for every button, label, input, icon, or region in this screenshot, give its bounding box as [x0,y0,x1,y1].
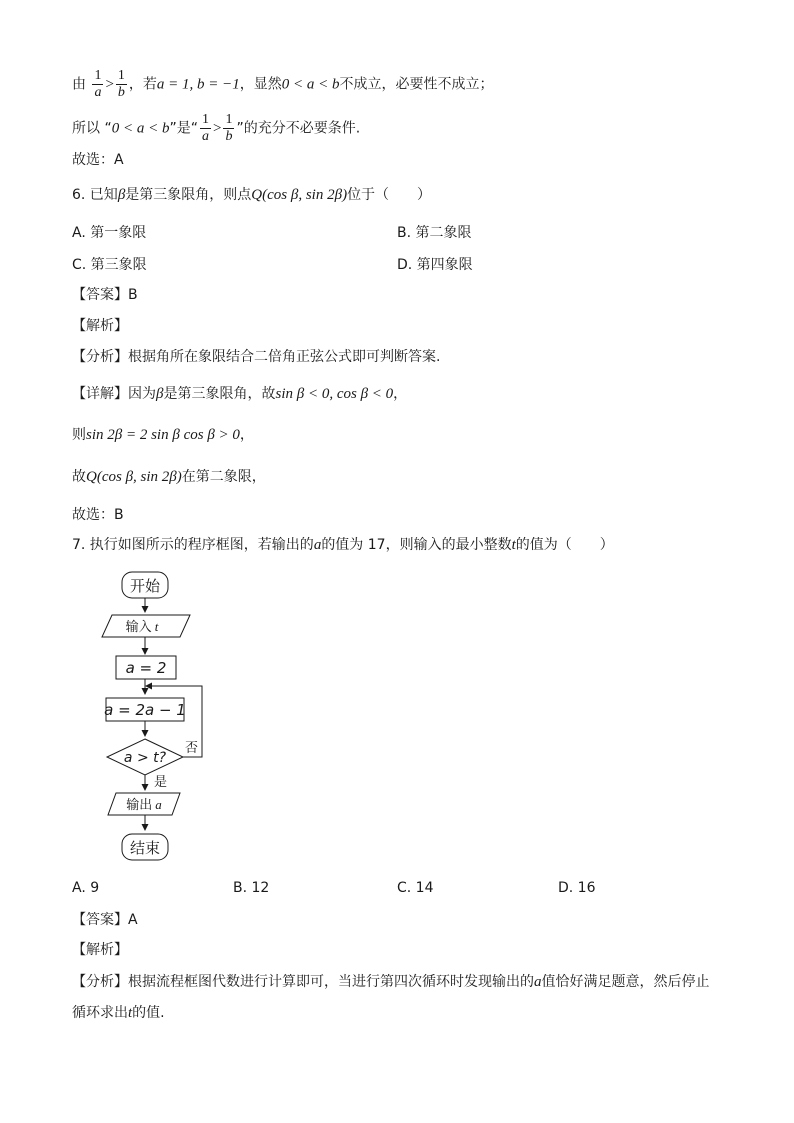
option-c: C. 第三象限 [72,257,147,273]
condition-label: a > t? [123,750,167,766]
end-label: 结束 [129,839,161,857]
init-label: a = 2 [125,659,167,677]
analysis-summary-line-1: 【分析】根据流程框图代数进行计算即可，当进行第四次循环时发现输出的a值恰好满足题意，然后停止 [72,974,710,990]
solution-line-2: 所以 “0 < a < b”是“ $\frac{1}{a}$ > $\frac{1}{b}$ ”的充分不必要条件. [72,112,361,144]
choose-answer-6: 故选：B [72,507,124,523]
question-7-stem: 7. 执行如图所示的程序框图，若输出的a的值为 17，则输入的最小整数t的值为（ ） [72,537,614,553]
detail-line-2: 则sin 2β = 2 sin β cos β > 0， [72,427,254,443]
option-d: D. 第四象限 [397,257,473,273]
input-label: 输入 t [125,619,159,635]
option-c: C. 14 [397,880,434,896]
fraction-1-over-a: $\frac{1}{a}$ [201,112,209,144]
detail-line-3: 故Q(cos β, sin 2β)在第二象限， [72,469,266,485]
solution-line-1: 由 $\frac{1}{a}$ > $\frac{1}{b}$ ，若a = 1, b = −1，显然0 < a < b不成立，必要性不成立； [72,68,494,100]
option-b: B. 第二象限 [397,225,472,241]
analysis-label: 【解析】 [72,318,128,334]
start-label: 开始 [129,577,161,595]
detail-line-1: 【详解】因为β是第三象限角，故sin β < 0, cos β < 0， [72,386,408,402]
update-label: a = 2a − 1 [104,701,186,719]
question-6-stem: 6. 已知β是第三象限角，则点Q(cos β, sin 2β)位于（ ） [72,187,432,203]
fraction-1-over-a: $\frac{1}{a}$ [94,68,102,100]
option-b: B. 12 [233,880,270,896]
answer-label: 【答案】A [72,912,138,928]
option-a: A. 第一象限 [72,225,147,241]
no-label: 否 [185,741,199,756]
option-d: D. 16 [558,880,596,896]
fraction-1-over-b: $\frac{1}{b}$ [117,68,125,100]
yes-label: 是 [154,775,168,790]
choose-answer-5: 故选：A [72,152,124,168]
fraction-1-over-b: $\frac{1}{b}$ [225,112,233,144]
option-a: A. 9 [72,880,100,896]
analysis-label: 【解析】 [72,942,128,958]
answer-label: 【答案】B [72,287,138,303]
flowchart [72,566,272,866]
analysis-summary: 【分析】根据角所在象限结合二倍角正弦公式即可判断答案. [72,349,441,365]
analysis-summary-line-2: 循环求出t的值. [72,1005,165,1021]
output-label: 输出 a [126,797,162,813]
